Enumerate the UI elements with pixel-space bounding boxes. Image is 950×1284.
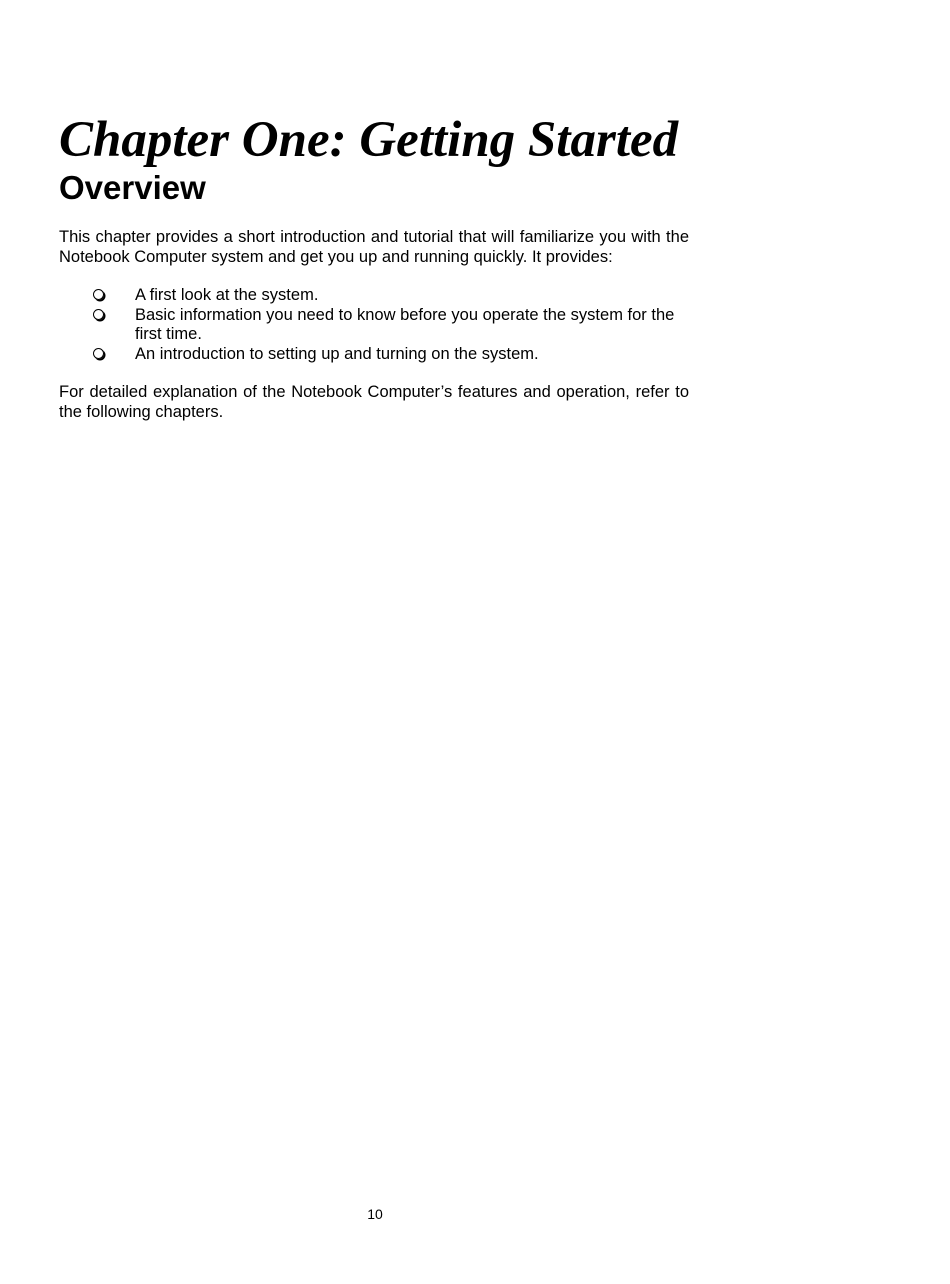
hollow-circle-bullet-icon [93,348,104,359]
bullet-list [59,286,689,364]
intro-paragraph: This chapter provides a short introduction and tutorial that will familiarize you with the Notebook Computer system and get you up and running quickly. It provides: [59,228,689,266]
closing-paragraph: For detailed explanation of the Notebook Computer’s features and operation, refer to the following chapters. [59,383,689,421]
chapter-title: Chapter One: Getting Started [59,112,679,168]
list-item [59,306,689,345]
list-item-text: An introduction to setting up and turning on the system. [135,344,539,363]
hollow-circle-bullet-icon [93,289,104,300]
section-title: Overview [59,169,206,206]
hollow-circle-bullet-icon [93,309,104,320]
list-item [59,286,689,306]
list-item [59,345,689,365]
page-number: 10 [367,1206,383,1222]
list-item-text: A first look at the system. [135,286,319,304]
list-item-text: Basic information you need to know before you operate the system for the first time. [135,305,675,343]
